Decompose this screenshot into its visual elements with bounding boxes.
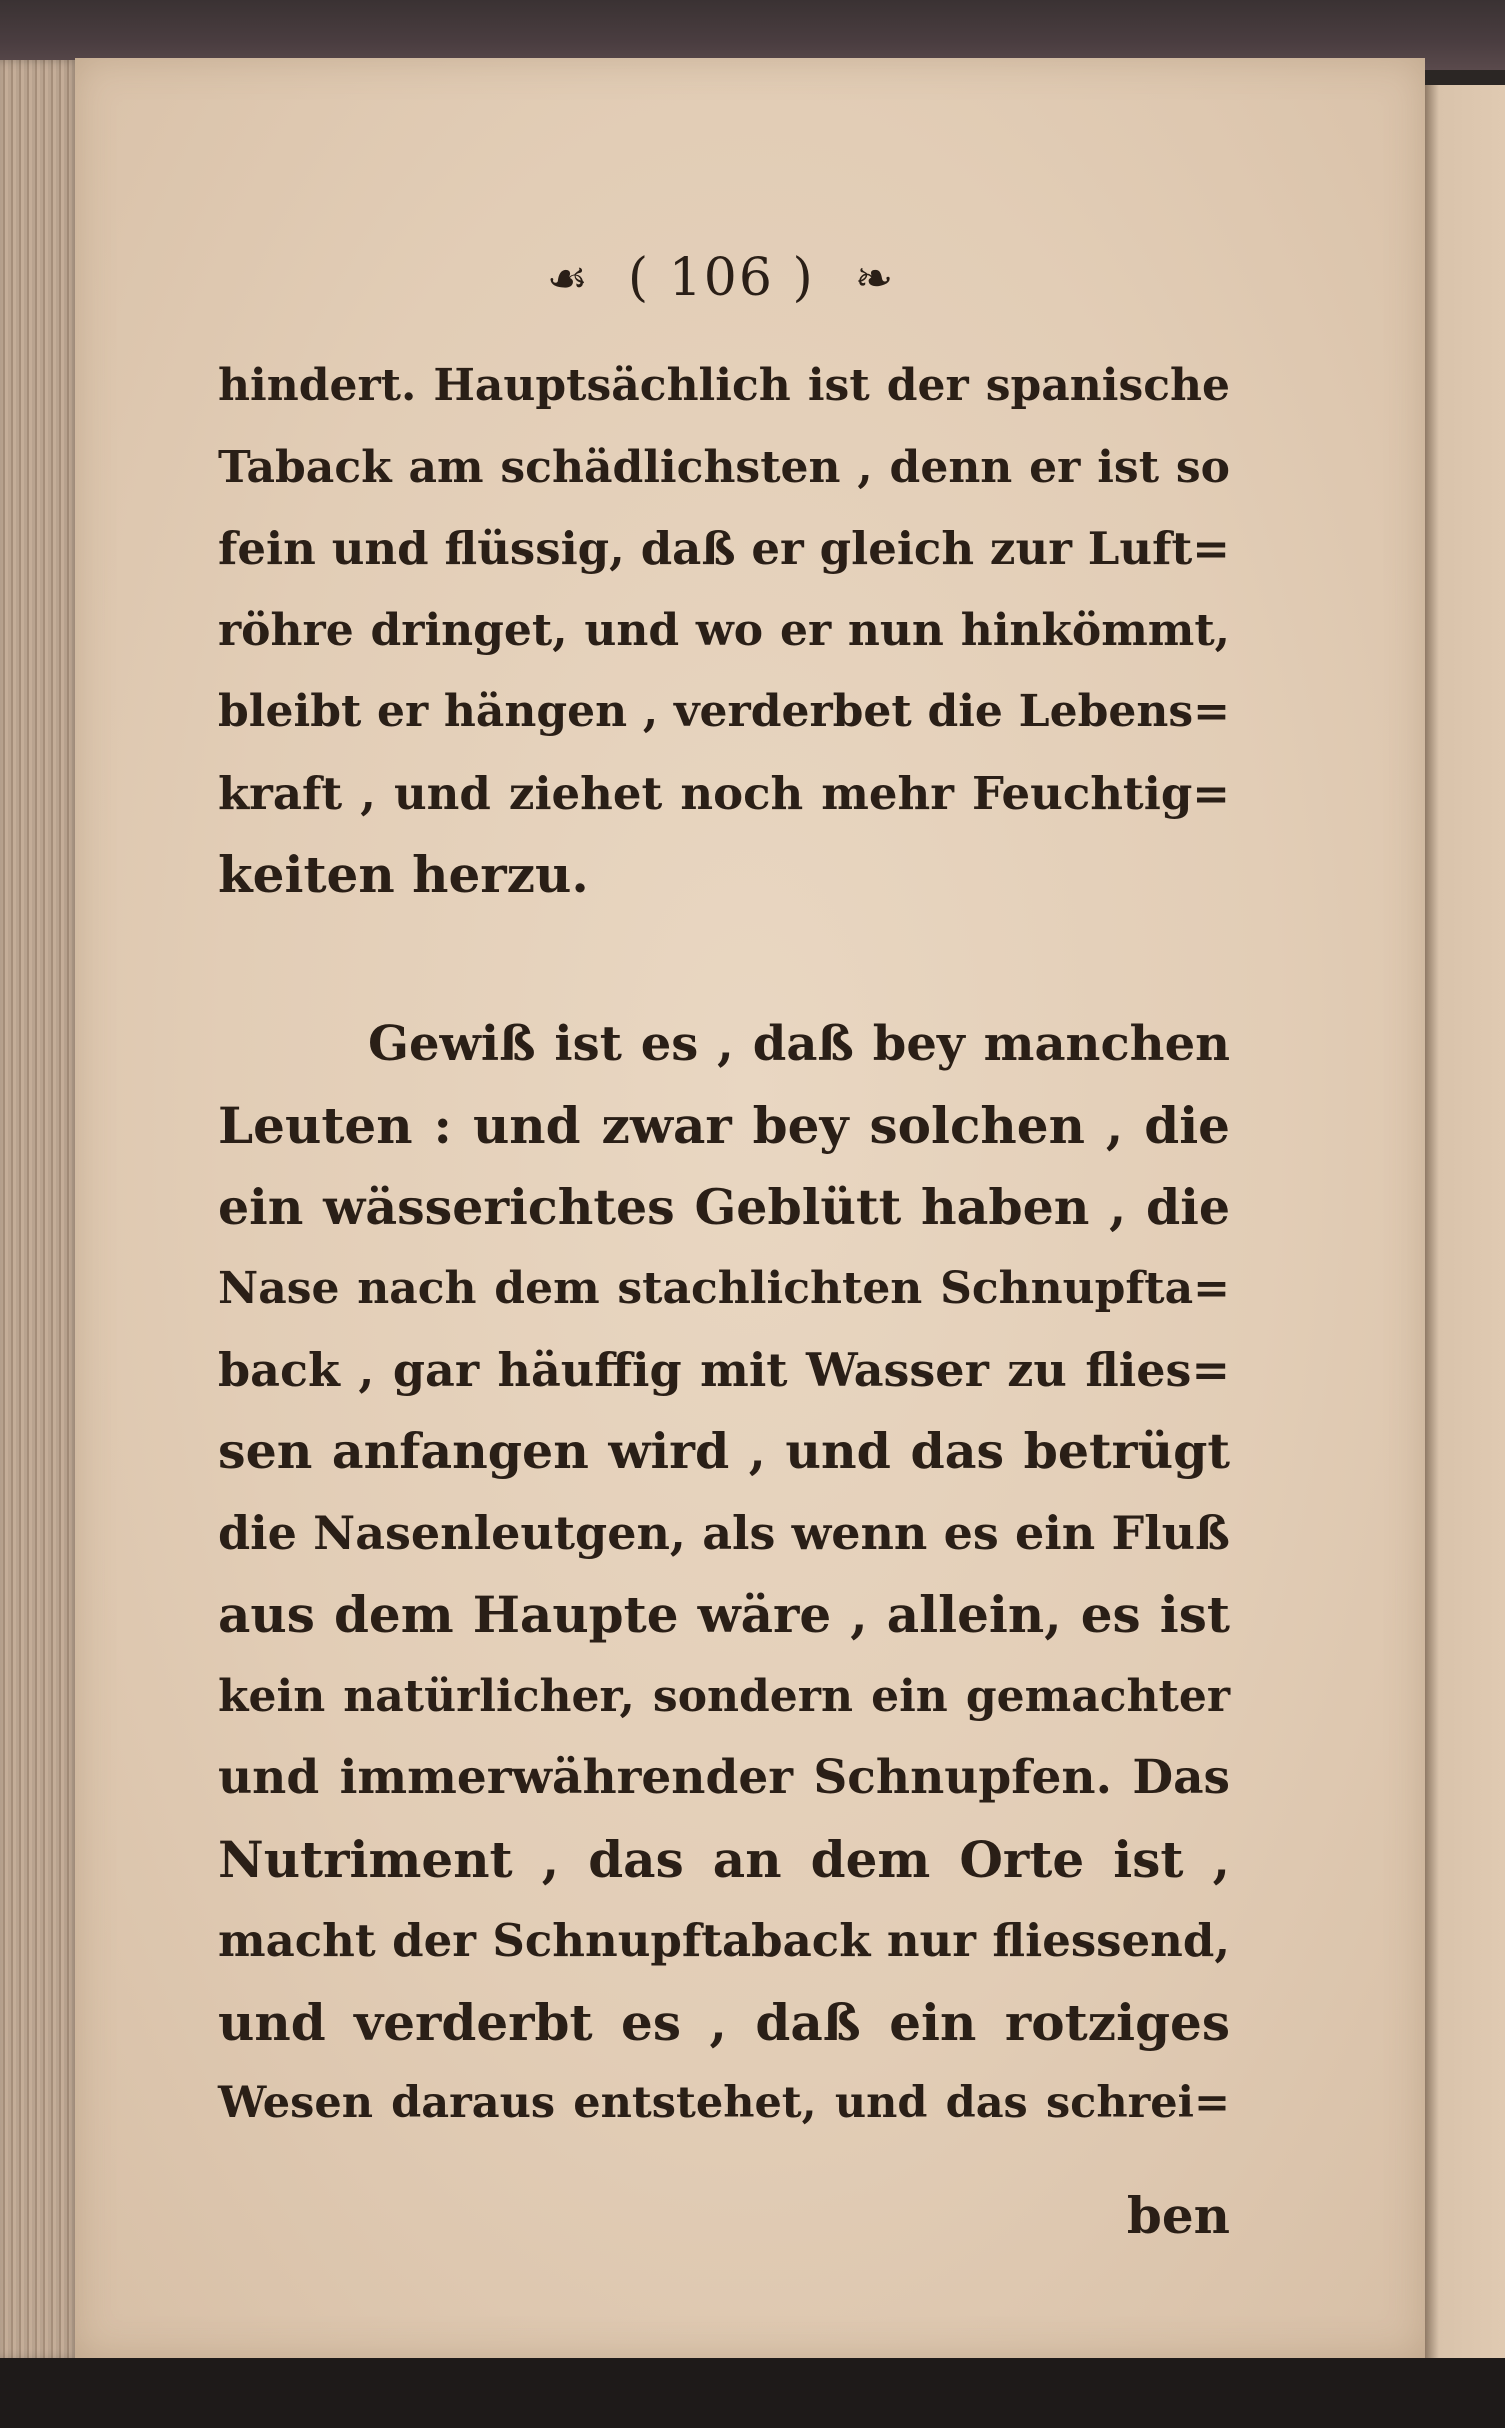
text-line: keiten herzu. [218, 845, 589, 904]
text-line: fein und flüssig, daß er gleich zur Luft= [218, 522, 1230, 575]
text-line: ein wässerichtes Geblütt haben , die [218, 1177, 1230, 1236]
facing-page-edge [1425, 85, 1505, 2385]
text-line: Gewiß ist es , daß bey manchen [368, 1015, 1230, 1072]
text-line: aus dem Haupte wäre , allein, es ist [218, 1585, 1230, 1644]
catchword: ben [1126, 2186, 1230, 2245]
text-line: Nutriment , das an dem Orte ist , [218, 1829, 1230, 1889]
text-line: Nase nach dem stachlichten Schnupfta= [218, 1263, 1230, 1314]
text-line: hindert. Hauptsächlich ist der spanische [218, 360, 1230, 411]
text-line: und verderbt es , daß ein rotziges [218, 1992, 1230, 2052]
text-line: die Nasenleutgen, als wenn es ein Fluß [218, 1505, 1230, 1560]
text-line: kraft , und ziehet noch mehr Feuchtig= [218, 766, 1230, 820]
ornament-left-icon: ☙ [546, 251, 588, 305]
paragraph-1 [218, 345, 1230, 916]
text-line: back , gar häuffig mit Wasser zu flies= [218, 1342, 1230, 1397]
text-line: Taback am schädlichsten , denn er ist so [218, 441, 1230, 493]
bottom-background [0, 2358, 1505, 2428]
text-line: macht der Schnupftaback nur fliessend, [218, 1914, 1230, 1967]
text-line: Leuten : und zwar bey solchen , die [218, 1096, 1230, 1155]
text-line: röhre dringet, und wo er nun hinkömmt, [218, 604, 1230, 656]
text-line: und immerwährender Schnupfen. Das [218, 1750, 1230, 1805]
text-line: bleibt er hängen , verderbet die Lebens= [218, 686, 1230, 737]
paragraph-2 [218, 1004, 1230, 2145]
text-line: sen anfangen wird , und das betrügt [218, 1422, 1230, 1480]
page-number: ( 106 ) [627, 248, 815, 308]
text-line: Wesen daraus entstehet, und das schrei= [218, 2078, 1230, 2128]
text-line: kein natürlicher, sondern ein gemachter [218, 1670, 1230, 1722]
ornament-right-icon: ❧ [854, 251, 894, 305]
page-stack-edge [0, 60, 80, 2360]
paragraph-gap [218, 916, 1230, 1004]
page-header [420, 238, 1020, 318]
body-text [218, 345, 1230, 2145]
